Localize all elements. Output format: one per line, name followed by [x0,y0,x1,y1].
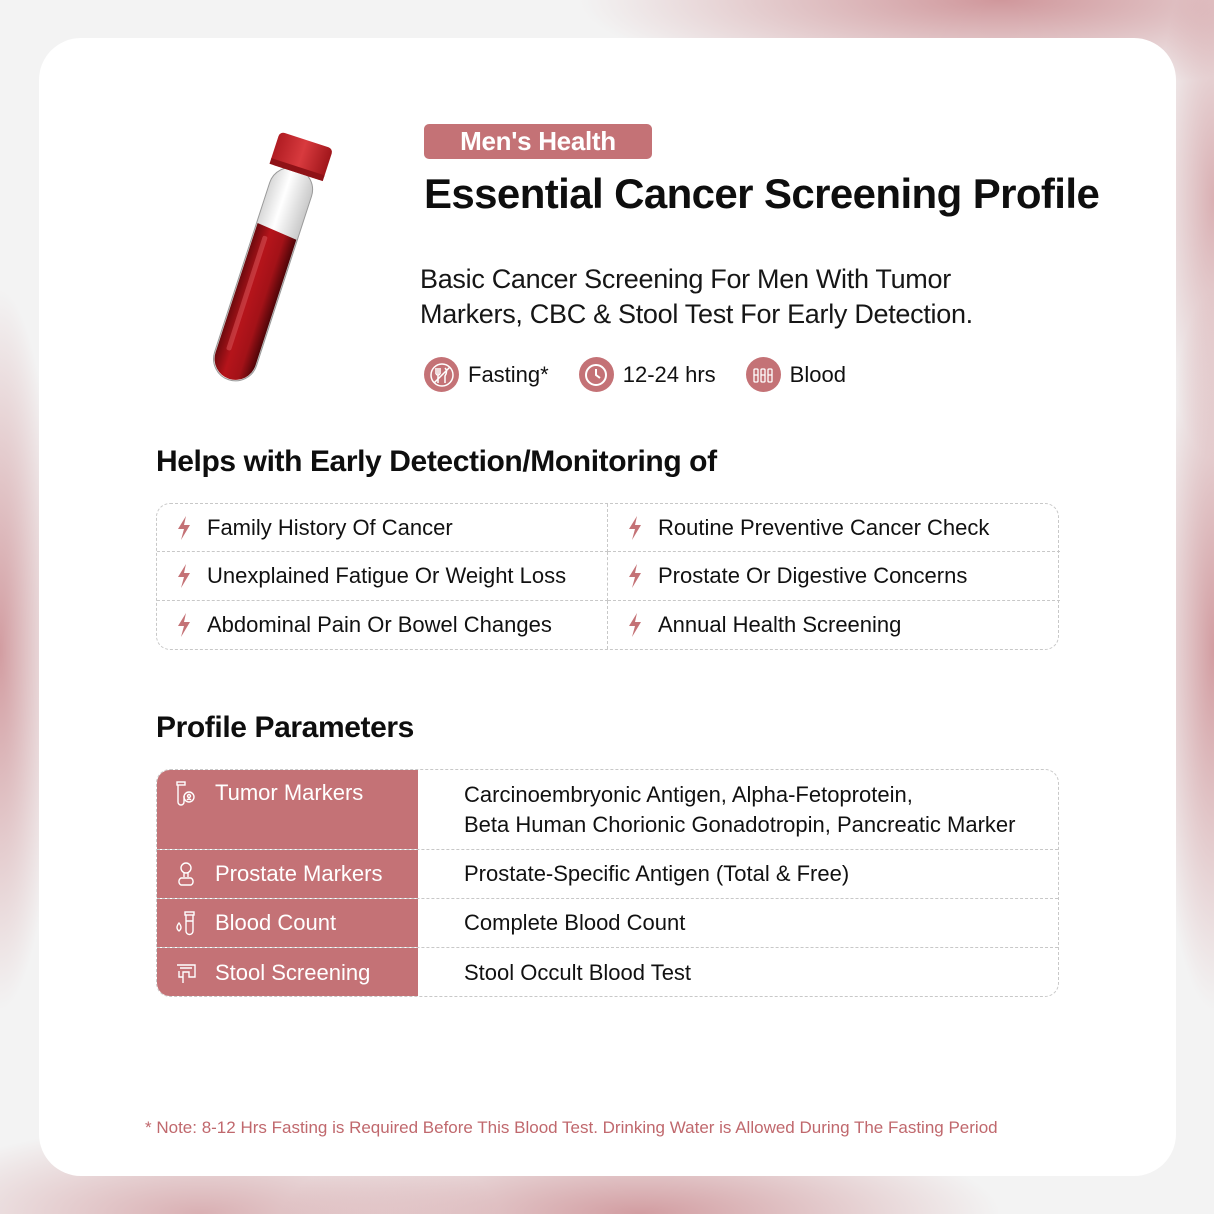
stat-turnaround [579,357,716,392]
table-row [157,850,1058,899]
list-item [608,601,1060,649]
lightning-bolt-icon [626,564,644,588]
list-item-label: Annual Health Screening [658,612,902,637]
parameter-tests [418,899,685,947]
parameters-section-title: Profile Parameters [156,711,414,744]
test-info-stats [424,357,876,392]
tumor-tube-icon [173,780,199,808]
list-item-label: Prostate Or Digestive Concerns [658,563,968,588]
parameter-category-label: Blood Count [215,910,337,935]
test-tubes-icon [746,357,781,392]
parameter-tests [418,948,691,997]
lightning-bolt-icon [626,613,644,637]
clock-icon [579,357,614,392]
parameter-tests-line: Beta Human Chorionic Gonadotropin, Pancreatic Marker [464,812,1016,837]
parameter-category-label: Stool Screening [215,959,371,985]
list-item-label: Abdominal Pain Or Bowel Changes [207,612,552,637]
stat-label: Blood [789,361,846,387]
list-item-label: Unexplained Fatigue Or Weight Loss [207,563,567,588]
list-item-label: Family History Of Cancer [207,514,453,540]
lightning-bolt-icon [175,516,193,540]
parameter-category [157,948,418,997]
parameter-tests-line: Prostate-Specific Antigen (Total & Free) [464,861,850,886]
intestine-icon [173,959,199,987]
parameter-tests [418,770,1016,849]
parameter-category-label: Tumor Markers [215,780,364,805]
stat-sample-type [746,357,846,392]
parameter-category [157,770,418,849]
parameter-tests-line: Complete Blood Count [464,910,686,935]
list-item [608,504,1060,552]
fasting-note: * Note: 8-12 Hrs Fasting is Required Before This Blood Test. Drinking Water is Allowed During The Fasting Period [145,1118,998,1137]
list-item [157,552,608,601]
list-item-label: Routine Preventive Cancer Check [658,514,990,540]
table-row [157,948,1058,997]
table-row [157,770,1058,850]
stat-label: Fasting* [468,361,549,387]
parameter-category [157,899,418,947]
detection-list [156,503,1059,650]
lightning-bolt-icon [175,613,193,637]
parameter-category-label: Prostate Markers [215,861,383,886]
lightning-bolt-icon [175,564,193,588]
table-row [157,899,1058,948]
parameter-category [157,850,418,898]
page-subtitle: Basic Cancer Screening For Men With Tumor Markers, CBC & Stool Test For Early Detection. [420,264,973,329]
blood-drop-tube-icon [173,909,199,937]
parameter-tests-line: Stool Occult Blood Test [464,959,692,985]
prostate-icon [173,860,199,888]
list-item [608,552,1060,601]
lightning-bolt-icon [626,516,644,540]
list-item [157,601,608,649]
category-badge: Men's Health [424,124,652,159]
page-title: Essential Cancer Screening Profile [424,170,1100,217]
detection-section-title: Helps with Early Detection/Monitoring of [156,445,717,478]
blood-test-tube-icon [198,128,338,390]
parameter-tests [418,850,849,898]
stat-fasting [424,357,549,392]
parameters-table [156,769,1059,997]
list-item [157,504,608,552]
stat-label: 12-24 hrs [622,361,716,387]
parameter-tests-line: Carcinoembryonic Antigen, Alpha-Fetoprotein, [464,782,913,807]
no-food-icon [424,357,459,392]
